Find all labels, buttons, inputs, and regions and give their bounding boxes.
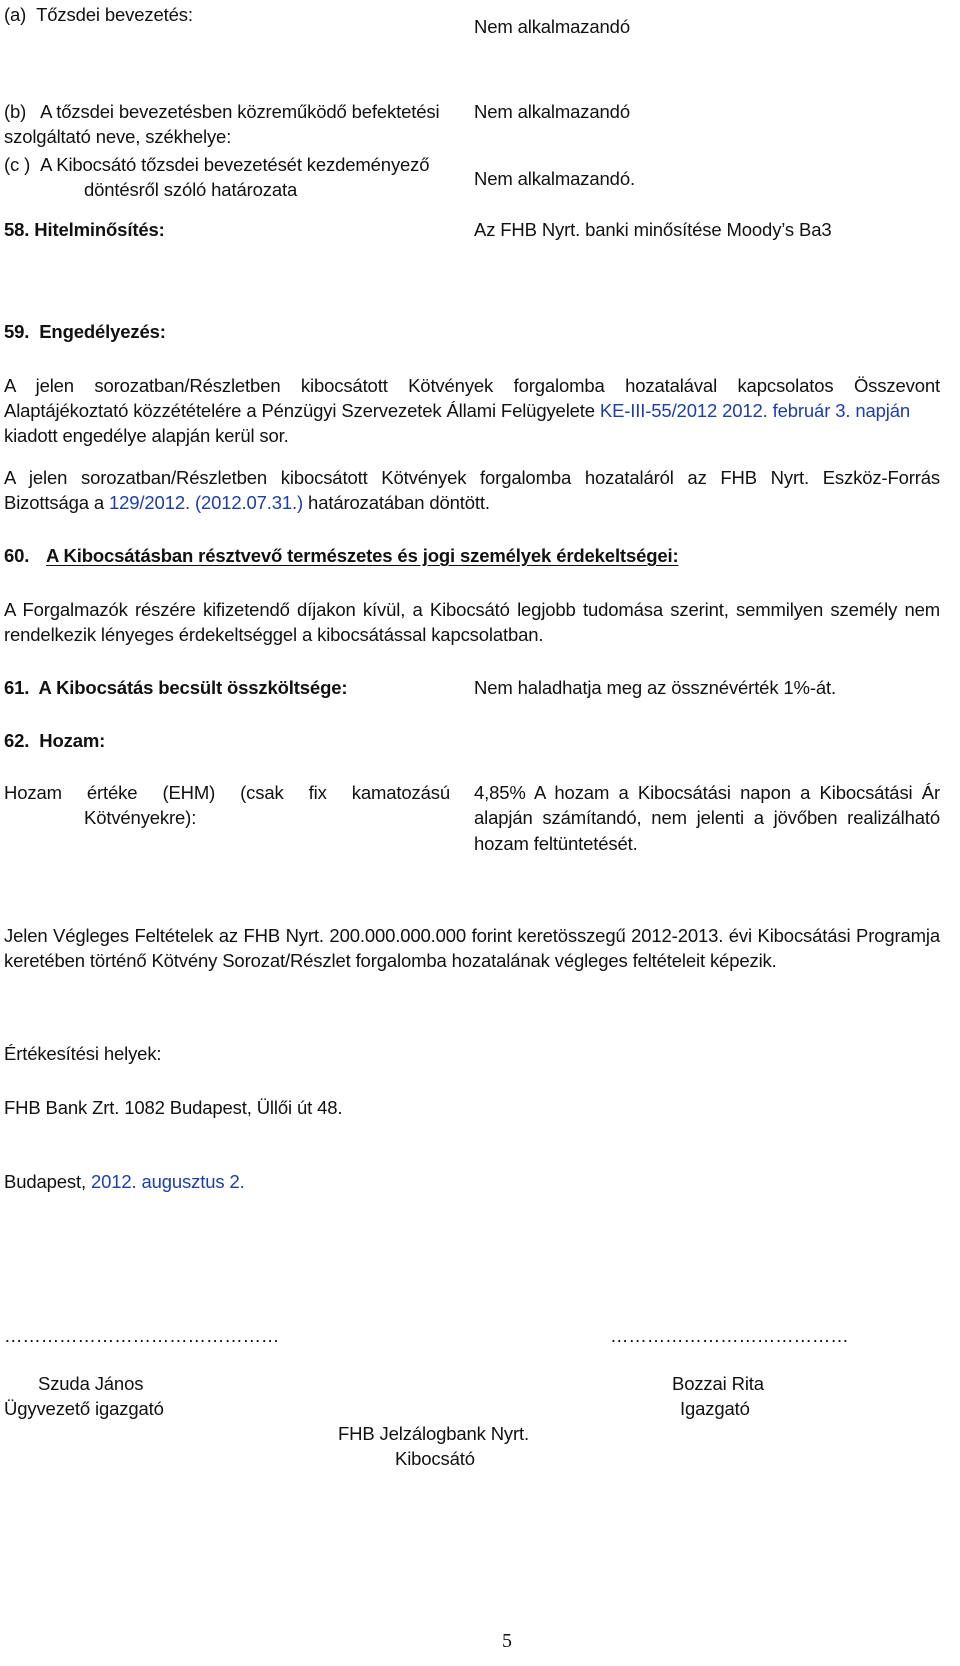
signing-city: Budapest,: [4, 1171, 91, 1192]
section-62-value-line1: 4,85% A hozam a Kibocsátási napon a Kibocsátási Ár: [474, 782, 940, 803]
item-c-label-line1: (c ) A Kibocsátó tőzsdei bevezetését kezdeményező: [4, 154, 430, 175]
signing-date: [4, 1171, 245, 1193]
signer-left-name: Szuda János: [38, 1373, 144, 1394]
section-62-value-line2: alapján számítandó, nem jelenti a jövőben realizálható: [474, 807, 940, 828]
issuer-company: FHB Jelzálogbank Nyrt.: [338, 1423, 530, 1444]
signature-line-left: ………………………………………: [4, 1325, 280, 1346]
section-59-p1-line3: kiadott engedélye alapján kerül sor.: [4, 425, 289, 446]
sales-place: FHB Bank Zrt. 1082 Budapest, Üllői út 48.: [4, 1097, 343, 1118]
item-b-value: Nem alkalmazandó: [474, 101, 630, 122]
section-60-heading: A Kibocsátásban résztvevő természetes és jogi személyek érdekeltségei:: [46, 545, 679, 566]
issuer-role: Kibocsátó: [395, 1448, 475, 1469]
sales-places-label: Értékesítési helyek:: [4, 1043, 162, 1064]
final-terms-line1: Jelen Végleges Feltételek az FHB Nyrt. 200.000.000.000 forint keretösszegű 2012-2013. évi Kibocsátási Programja: [4, 925, 940, 946]
section-59-p1-line2: [4, 400, 910, 422]
signer-left-title: Ügyvezető igazgató: [4, 1398, 164, 1419]
section-62-label-line2: Kötvényekre):: [84, 807, 197, 828]
section-58-label: 58. Hitelminősítés:: [4, 219, 165, 240]
section-60-line2: rendelkezik lényeges érdekeltséggel a kibocsátással kapcsolatban.: [4, 624, 544, 645]
section-61-value: Nem haladhatja meg az össznévérték 1%-át.: [474, 677, 836, 698]
section-62-heading: 62. Hozam:: [4, 730, 106, 751]
section-59-p2-line2-text-b: határozatában döntött.: [303, 492, 490, 513]
section-61-label: 61. A Kibocsátás becsült összköltsége:: [4, 677, 348, 698]
resolution-reference: 129/2012. (2012.07.31.): [109, 492, 304, 513]
signature-line-right: …………………………………: [610, 1325, 849, 1346]
final-terms-line2: keretében történő Kötvény Sorozat/Részlet forgalomba hozatalának végleges feltételeit képezik.: [4, 950, 777, 971]
section-59-p2-line2: [4, 492, 490, 514]
section-58-value: Az FHB Nyrt. banki minősítése Moody’s Ba3: [474, 219, 832, 240]
item-b-label-line2: szolgáltató neve, székhelye:: [4, 126, 232, 147]
section-59-p1-line2-text: Alaptájékoztató közzétételére a Pénzügyi Szervezetek Állami Felügyelete: [4, 400, 600, 421]
section-59-p2-line2-text-a: Bizottsága a: [4, 492, 110, 513]
signing-date-value: 2012. augusztus 2.: [90, 1171, 245, 1192]
section-59-p1-line1: A jelen sorozatban/Részletben kibocsátott Kötvények forgalomba hozatalával kapcsolatos Összevont: [4, 375, 940, 396]
section-59-heading: 59. Engedélyezés:: [4, 321, 166, 342]
section-59-p2-line1: A jelen sorozatban/Részletben kibocsátott Kötvények forgalomba hozataláról az FHB Nyrt. Eszköz-Forrás: [4, 467, 940, 488]
item-c-value: Nem alkalmazandó.: [474, 168, 635, 189]
section-62-value-line3: hozam feltüntetését.: [474, 833, 638, 854]
item-b-label-line1: (b) A tőzsdei bevezetésben közreműködő befektetési: [4, 101, 440, 122]
item-c-label-line2: döntésről szóló határozata: [84, 179, 298, 200]
section-60-line1: A Forgalmazók részére kifizetendő díjakon kívül, a Kibocsátó legjobb tudomása szerint, semmilyen személy nem: [4, 599, 940, 620]
signer-right-name: Bozzai Rita: [672, 1373, 764, 1394]
signer-right-title: Igazgató: [680, 1398, 750, 1419]
permit-reference: KE-III-55/2012 2012. február 3. napján: [599, 400, 910, 421]
item-a-value: Nem alkalmazandó: [474, 16, 630, 37]
section-62-label-line1: Hozam értéke (EHM) (csak fix kamatozású: [4, 782, 450, 803]
page-number: 5: [502, 1630, 512, 1652]
section-60-number: 60.: [4, 545, 30, 566]
item-a-label: (a) Tőzsdei bevezetés:: [4, 4, 193, 25]
